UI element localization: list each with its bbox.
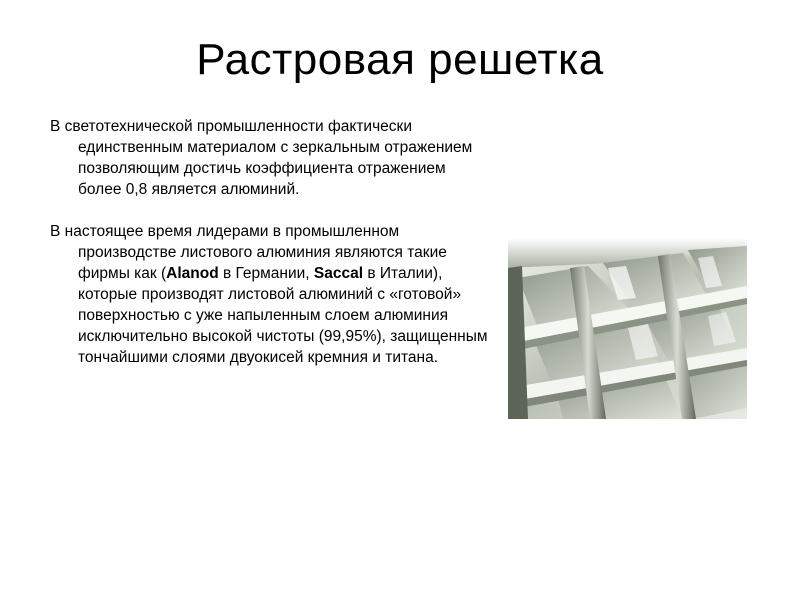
slide-title: Растровая решетка	[196, 35, 604, 84]
paragraph-2-part3: в Италии), которые производят листовой алюминий с «готовой» поверхностью с уже напыленным слоем алюминия исключительно высокой чистоты (99,95%), защищенным тончайшими слоями двуокисей кремния и титана.	[78, 265, 488, 366]
louver-grid-image	[508, 238, 747, 419]
body-text	[50, 116, 490, 368]
paragraph-2	[50, 221, 490, 368]
paragraph-2-part2: в Германии,	[218, 265, 314, 282]
louver-grid-photo	[508, 238, 747, 419]
paragraph-1-text: В светотехнической промышленности фактически единственным материалом с зеркальным отражением позволяющим достичь коэффициента отражением более 0,8 является алюминий.	[50, 118, 473, 198]
paragraph-2-part1: В настоящее время лидерами в промышленном производстве листового алюминия являются такие фирмы как (	[50, 223, 447, 282]
paragraph-1	[50, 116, 490, 200]
brand-saccal: Saccal	[313, 265, 364, 282]
brand-alanod: Alanod	[166, 265, 219, 282]
